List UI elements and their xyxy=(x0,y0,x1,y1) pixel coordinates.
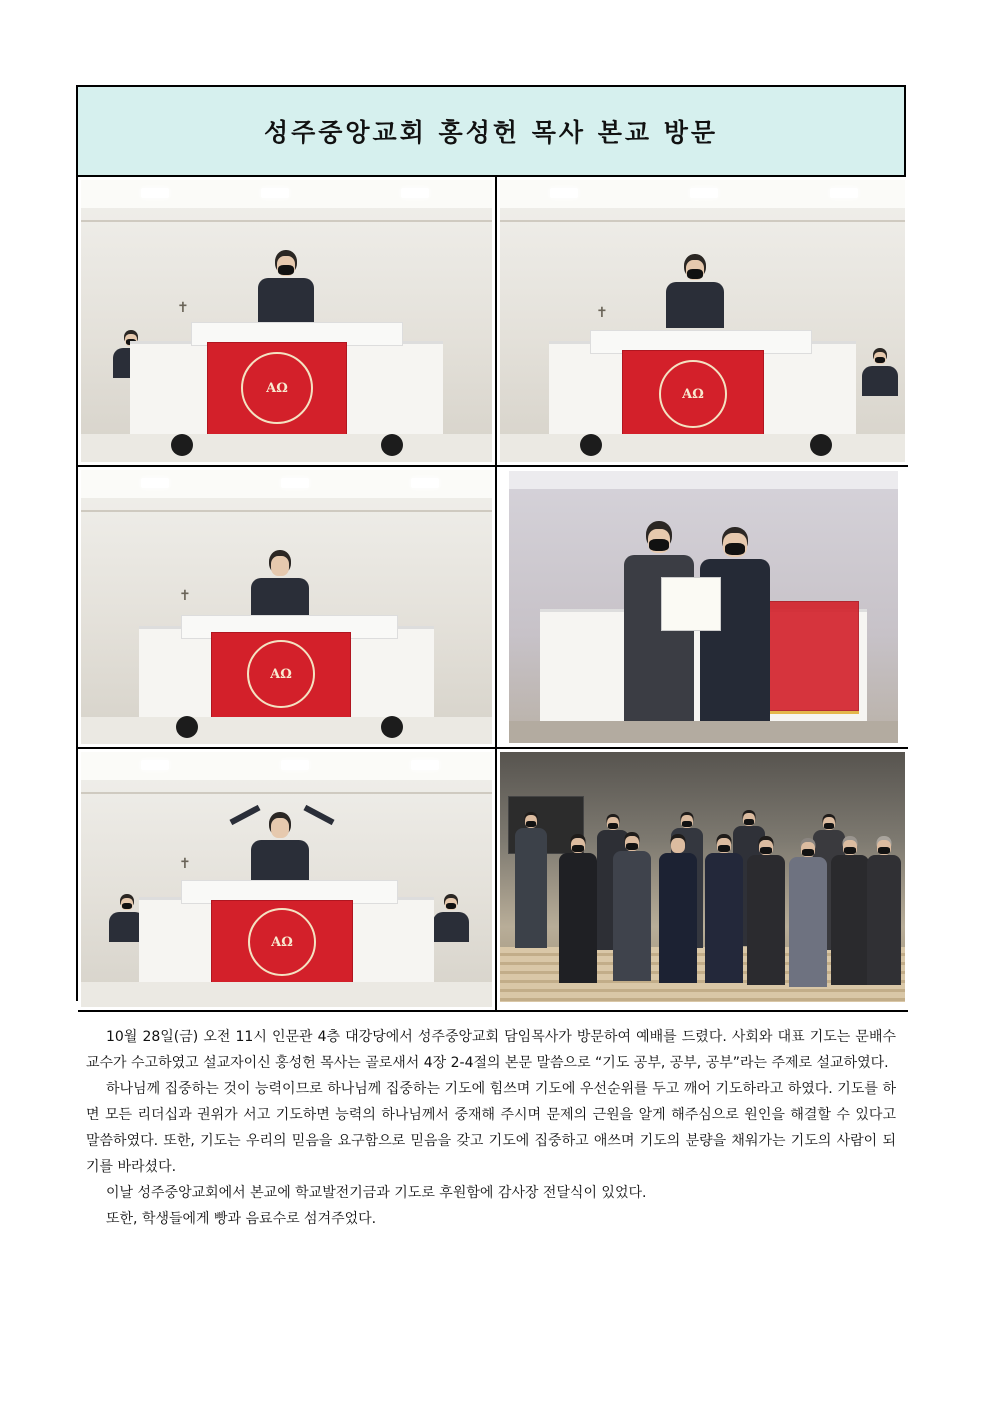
photo-benediction: ✝ AΩ xyxy=(81,752,492,1007)
certificate xyxy=(661,577,721,631)
page-title: 성주중앙교회 홍성헌 목사 본교 방문 xyxy=(263,118,719,147)
photo-cell-6 xyxy=(497,749,908,1012)
photo-grid xyxy=(78,177,904,1012)
photo-cell-3 xyxy=(78,467,497,749)
photo-sermon-3: ✝ AΩ xyxy=(81,470,492,744)
university-seal: AΩ xyxy=(248,908,316,976)
title-bar xyxy=(78,87,904,177)
article-body xyxy=(78,1012,904,1232)
photo-group xyxy=(500,752,905,1002)
university-seal: AΩ xyxy=(247,640,315,708)
paragraph-1: 10월 28일(금) 오전 11시 인문관 4층 대강당에서 성주중앙교회 담임목사가 방문하여 예배를 드렸다. 사회와 대표 기도는 문배수 교수가 수고하였고 설교자이신 홍성헌 목사는 골로새서 4장 2-4절의 본문 말씀으로 “기도 공부, 공부, 공부”라는 주제로 설교하였다. xyxy=(86,1029,896,1071)
photo-cell-1 xyxy=(78,177,497,467)
photo-cell-5 xyxy=(78,749,497,1012)
photo-certificate xyxy=(509,471,898,743)
university-seal: AΩ xyxy=(241,352,313,424)
paragraph-2: 하나님께 집중하는 것이 능력이므로 하나님께 집중하는 기도에 힘쓰며 기도에 우선순위를 두고 깨어 기도하라고 하였다. 기도를 하면 모든 리더십과 권위가 서고 기도하면 능력의 하나님께서 중재해 주시며 문제의 근원을 알게 해주심으로 원인을 해결할 수 있다고 말씀하였다. 또한, 기도는 우리의 믿음을 요구함으로 믿음을 갖고 기도에 집중하고 애쓰며 기도의 분량을 채워가는 기도의 사람이 되기를 바라셨다. xyxy=(86,1081,896,1175)
photo-cell-4 xyxy=(497,467,908,749)
university-seal: AΩ xyxy=(659,360,727,428)
article-frame xyxy=(76,85,906,1227)
photo-sermon-2: ✝ AΩ xyxy=(500,180,905,462)
paragraph-3: 이날 성주중앙교회에서 본교에 학교발전기금과 기도로 후원함에 감사장 전달식이 있었다. xyxy=(106,1185,647,1201)
photo-sermon-1: ✝ AΩ xyxy=(81,180,492,462)
photo-cell-2 xyxy=(497,177,908,467)
paragraph-4: 또한, 학생들에게 빵과 음료수로 섬겨주었다. xyxy=(106,1211,377,1227)
